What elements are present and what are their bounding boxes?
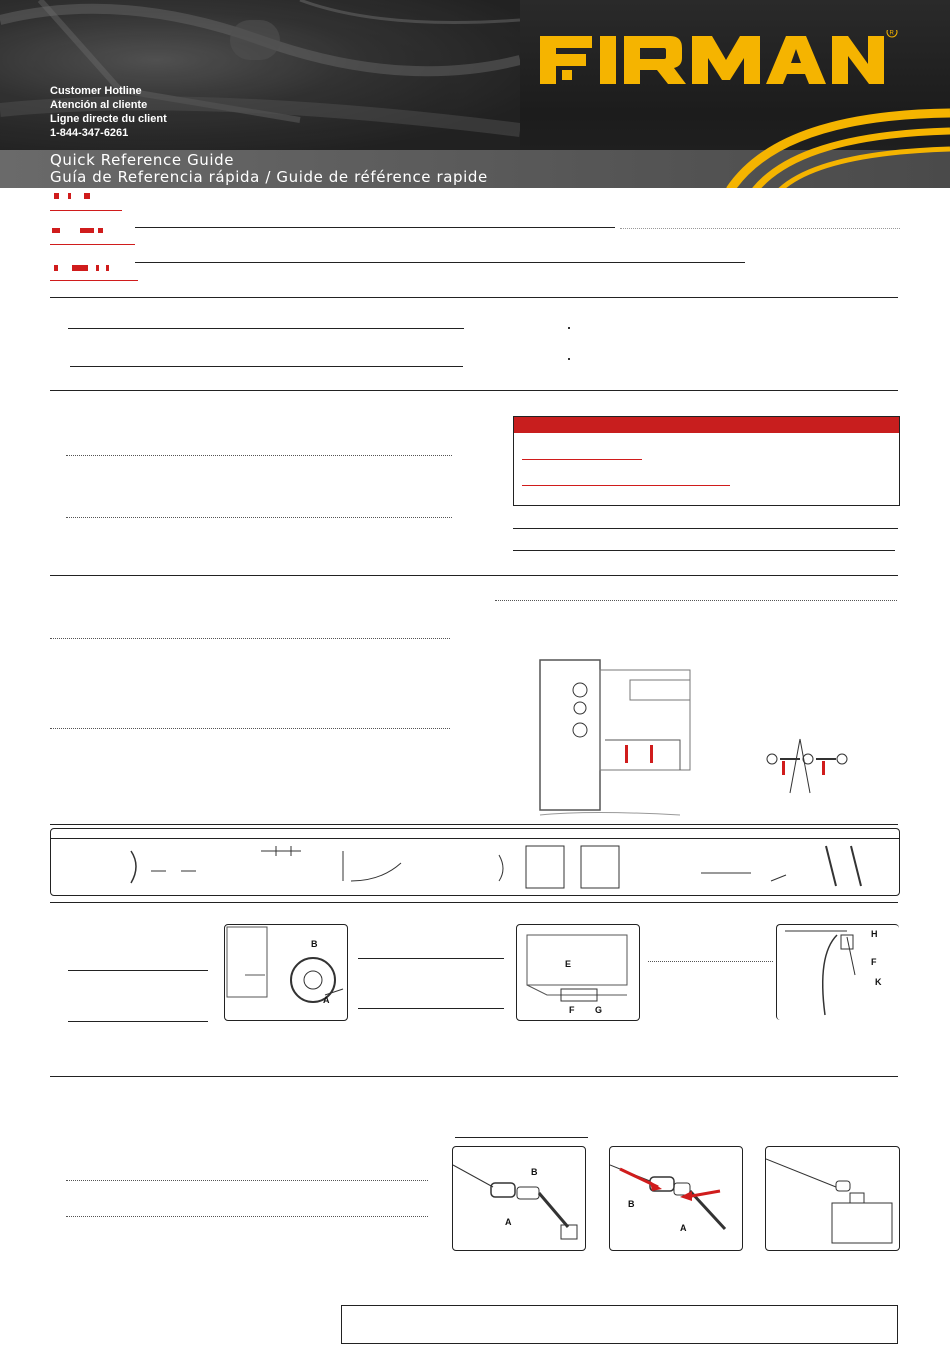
battery-connector-drawing-1: [453, 1147, 585, 1250]
section-tag-2: [50, 228, 140, 236]
step-line-4: [358, 1008, 504, 1009]
swoosh-graphic: [720, 95, 950, 188]
stand-assembly-figure: [516, 924, 640, 1021]
handle-label-h: H: [871, 929, 878, 939]
section-tag-3: [50, 265, 140, 273]
spec-line-1: [68, 328, 464, 329]
dotted-line-e: [495, 600, 897, 601]
stand-label-f: F: [569, 1005, 575, 1015]
warning-line-1: [522, 459, 642, 460]
handle-drawing: [777, 925, 899, 1020]
included-parts-box: [50, 828, 900, 896]
step-line-2: [68, 1021, 208, 1022]
dotted-line-d: [50, 728, 450, 729]
section-divider-5: [50, 902, 898, 903]
battery-connector-drawing-3: [766, 1147, 899, 1250]
handle-assembly-figure: [776, 924, 899, 1020]
firman-logo: [540, 30, 900, 90]
battery2-label-a: A: [680, 1223, 687, 1233]
battery-dotted-1: [66, 1180, 428, 1181]
bottom-note-box: [341, 1305, 898, 1344]
rule-3: [513, 528, 898, 529]
section-divider-1: [50, 297, 898, 298]
wheel-drawing: [225, 925, 347, 1020]
warning-box: [513, 416, 900, 506]
section-divider-6: [50, 1076, 898, 1077]
handle-label-f: F: [871, 957, 877, 967]
hotline-phone: 1-844-347-6261: [50, 127, 129, 139]
svg-text:R: R: [889, 30, 894, 37]
red-underline-3: [50, 280, 138, 281]
parts-box-header-rule: [51, 838, 899, 839]
step-line-1: [68, 970, 208, 971]
stand-label-g: G: [595, 1005, 603, 1015]
step-dotted-line: [648, 961, 773, 962]
wheel-label-a: A: [323, 995, 330, 1005]
battery2-label-b: B: [628, 1199, 635, 1209]
hardware-detail-diagram: [760, 735, 850, 795]
red-underline-1: [50, 210, 122, 211]
hotline-es: Atención al cliente: [50, 99, 148, 111]
wheel-label-b: B: [311, 939, 318, 949]
battery-connector-figure-2: [609, 1146, 743, 1251]
warning-header-bar: [514, 417, 899, 433]
battery-dotted-2: [66, 1216, 428, 1217]
wheel-assembly-figure: [224, 924, 348, 1021]
dotted-line-b: [66, 517, 452, 518]
stand-drawing: [517, 925, 639, 1020]
spec-line-2: [70, 366, 463, 367]
guide-title-es-fr: Guía de Referencia rápida / Guide de référence rapide: [50, 168, 488, 186]
parts-illustrations: [61, 841, 891, 893]
battery1-label-b: B: [531, 1167, 538, 1177]
step-line-3: [358, 958, 504, 959]
hotline-fr: Ligne directe du client: [50, 113, 167, 125]
battery-connector-figure-3: [765, 1146, 900, 1251]
section-divider-4: [50, 824, 898, 825]
hotline-en: Customer Hotline: [50, 85, 142, 97]
battery-line-top: [455, 1137, 588, 1138]
header-banner: [0, 0, 950, 188]
rule-2: [135, 262, 745, 263]
red-underline-2: [50, 244, 135, 245]
dotted-rule-1: [620, 228, 900, 229]
dotted-line-a: [66, 455, 452, 456]
warning-line-2: [522, 485, 730, 486]
generator-frame-diagram: [530, 650, 750, 825]
section-divider-2: [50, 390, 898, 391]
dotted-line-c: [50, 638, 450, 639]
section-tag-1: [50, 193, 110, 201]
dot-1: [568, 327, 570, 329]
rule-4: [513, 550, 895, 551]
guide-title-en: Quick Reference Guide: [50, 151, 235, 169]
stand-label-e: E: [565, 959, 572, 969]
dot-2: [568, 358, 570, 360]
rule-1: [135, 227, 615, 228]
battery-connector-figure-1: [452, 1146, 586, 1251]
handle-label-k: K: [875, 977, 882, 987]
section-divider-3: [50, 575, 898, 576]
battery1-label-a: A: [505, 1217, 512, 1227]
